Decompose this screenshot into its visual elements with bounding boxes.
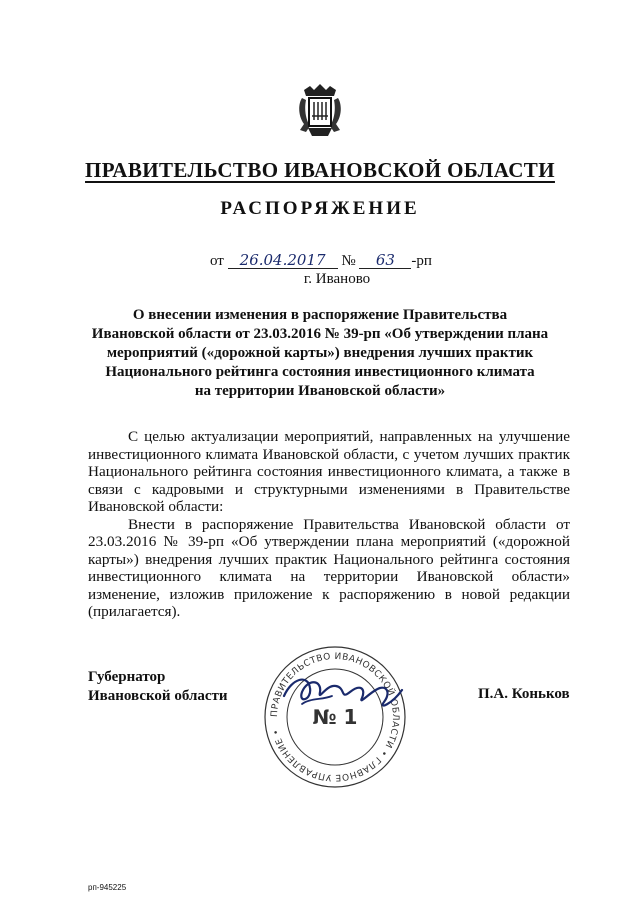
- signatory-name: П.А. Коньков: [478, 686, 570, 702]
- city: г. Иваново: [303, 271, 371, 287]
- date-prefix: от: [210, 253, 224, 269]
- body-paragraph: Внести в распоряжение Правительства Ивановской области от 23.03.2016 № 39-рп «Об утверждении плана мероприятий («дорожной карты») внедрения лучших практик Национального рейтинга состояния инвестиционного климата на территории Ивановской области» изменение, изложив приложение к распоряжению в новой редакции (прилагается).: [88, 515, 570, 620]
- signatory-title-line: Ивановской области: [88, 688, 228, 704]
- subject-line: О внесении изменения в распоряжение Правительства: [132, 307, 508, 323]
- number-suffix: -рп: [411, 253, 432, 269]
- handwritten-number: 63: [359, 252, 411, 269]
- document-body: [88, 428, 570, 621]
- document-code: рп-945225: [88, 883, 127, 892]
- subject-line: Национального рейтинга состояния инвестиционного климата: [105, 364, 535, 380]
- subject-line: на территории Ивановской области»: [194, 383, 446, 399]
- official-stamp: [262, 644, 408, 790]
- signatory-title: [88, 668, 228, 706]
- number-sign: №: [341, 253, 356, 269]
- handwritten-date: 26.04.2017: [228, 252, 338, 269]
- organization-title: ПРАВИТЕЛЬСТВО ИВАНОВСКОЙ ОБЛАСТИ: [85, 158, 555, 182]
- document-type: РАСПОРЯЖЕНИЕ: [220, 198, 420, 219]
- stamp-ring-text: ПРАВИТЕЛЬСТВО ИВАНОВСКОЙ ОБЛАСТИ • ГЛАВНОЕ УПРАВЛЕНИЕ •: [269, 651, 401, 783]
- document-subject: [90, 306, 550, 401]
- dateline: [210, 252, 432, 270]
- subject-line: Ивановской области от 23.03.2016 № 39-рп «Об утверждении плана: [91, 326, 549, 342]
- subject-line: мероприятий («дорожной карты») внедрения лучших практик: [106, 345, 534, 361]
- body-paragraph: С целью актуализации мероприятий, направленных на улучшение инвестиционного климата Ивановской области, с учетом лучших практик Национального рейтинга состояния инвестиционного климата, а также в связи с кадровыми и структурными изменениями в Правительстве Ивановской области:: [88, 428, 570, 515]
- signatory-title-line: Губернатор: [88, 669, 166, 685]
- coat-of-arms-emblem: [296, 82, 344, 138]
- stamp-number: № 1: [312, 705, 358, 729]
